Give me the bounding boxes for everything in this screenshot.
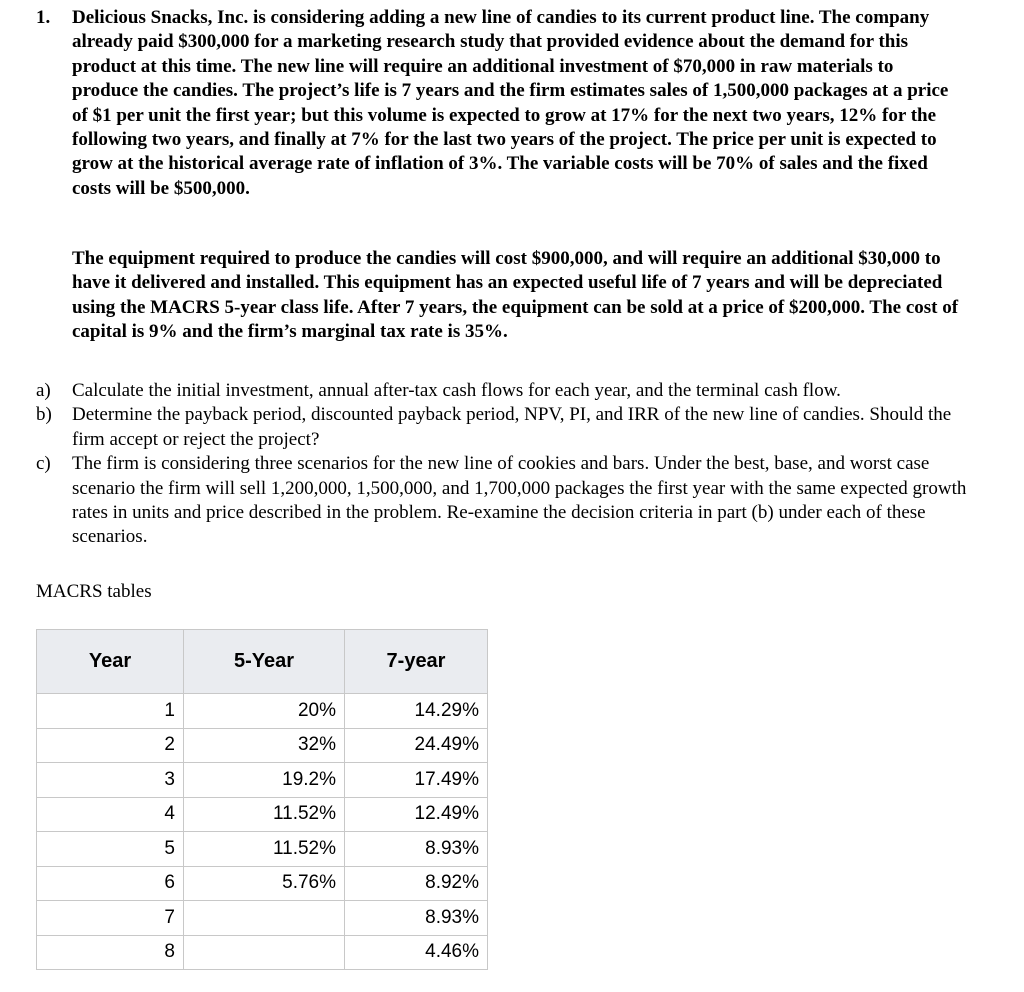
five-year-cell: 5.76% [184,866,345,901]
five-year-cell: 20% [184,694,345,729]
macrs-table [36,629,488,970]
table-header-row [37,630,488,694]
seven-year-cell: 4.46% [345,935,488,970]
part-b [36,403,971,452]
table-row [37,694,488,729]
macrs-title: MACRS tables [36,581,152,602]
table-row [37,763,488,798]
part-label: c) [36,453,51,475]
header-year: Year [37,630,184,694]
year-cell: 6 [37,866,184,901]
part-label: b) [36,404,52,426]
part-text: The firm is considering three scenarios for the new line of cookies and bars. Under the best, base, and worst case scenario the firm will sell 1,200,000, 1,500,000, and 1,700,000 packages the first year with the same expected growth rates in units and price described in the problem. Re-examine the decision criteria in part (b) under each of these scenarios. [72,453,967,548]
year-cell: 3 [37,763,184,798]
header-7-year: 7-year [345,630,488,694]
year-cell: 8 [37,935,184,970]
year-cell: 5 [37,832,184,867]
problem-number: 1. [36,7,51,28]
seven-year-cell: 17.49% [345,763,488,798]
five-year-cell: 11.52% [184,832,345,867]
five-year-cell: 11.52% [184,797,345,832]
seven-year-cell: 14.29% [345,694,488,729]
part-a [36,379,971,403]
table-row [37,832,488,867]
seven-year-cell: 8.92% [345,866,488,901]
year-cell: 2 [37,728,184,763]
seven-year-cell: 12.49% [345,797,488,832]
table-row [37,866,488,901]
year-cell: 7 [37,901,184,936]
problem-paragraph-1: Delicious Snacks, Inc. is considering adding a new line of candies to its current product line. The company already paid $300,000 for a marketing research study that provided evidence about the demand for this product at this time. The new line will require an additional investment of $70,000 in raw materials to produce the candies. The project’s life is 7 years and the firm estimates sales of 1,500,000 packages at a price of $1 per unit the first year; but this volume is expected to grow at 17% for the next two years, 12% for the following two years, and finally at 7% for the last two years of the project. The price per unit is expected to grow at the historical average rate of inflation of 3%. The variable costs will be 70% of sales and the fixed costs will be $500,000. [72,7,949,199]
question-parts [36,379,971,550]
five-year-cell [184,901,345,936]
table-row [37,901,488,936]
part-c [36,452,971,550]
seven-year-cell: 8.93% [345,832,488,867]
header-5-year: 5-Year [184,630,345,694]
table-row [37,728,488,763]
seven-year-cell: 24.49% [345,728,488,763]
year-cell: 1 [37,694,184,729]
seven-year-cell: 8.93% [345,901,488,936]
table-row [37,935,488,970]
five-year-cell [184,935,345,970]
part-label: a) [36,380,51,401]
five-year-cell: 19.2% [184,763,345,798]
five-year-cell: 32% [184,728,345,763]
table-row [37,797,488,832]
year-cell: 4 [37,797,184,832]
part-text: Determine the payback period, discounted payback period, NPV, PI, and IRR of the new line of candies. Should the firm accept or reject the project? [72,404,952,450]
part-text: Calculate the initial investment, annual after-tax cash flows for each year, and the terminal cash flow. [72,380,841,401]
problem-paragraph-2: The equipment required to produce the candies will cost $900,000, and will require an additional $30,000 to have it delivered and installed. This equipment has an expected useful life of 7 years and will be depreciated using the MACRS 5-year class life. After 7 years, the equipment can be sold at a price of $200,000. The cost of capital is 9% and the firm’s marginal tax rate is 35%. [72,248,959,343]
